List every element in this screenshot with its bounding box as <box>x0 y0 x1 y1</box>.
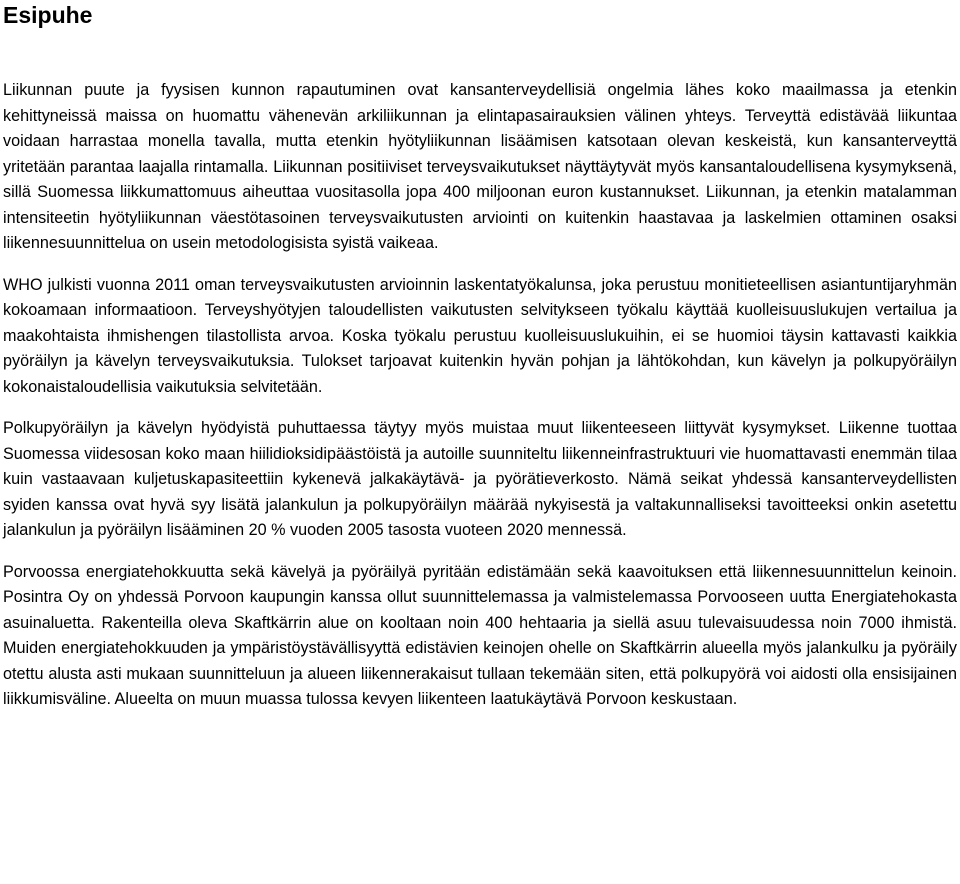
page-title: Esipuhe <box>3 2 93 28</box>
paragraph-3: Polkupyöräilyn ja kävelyn hyödyistä puhuttaessa täytyy myös muistaa muut liikenteeseen liittyvät kysymykset. Liikenne tuottaa Suomessa viidesosan koko maan hiilidioksidipäästöistä ja autoille suunniteltu liikenneinfrastruktuuri vie huomattavasti enemmän tilaa kuin vastaavaan kuljetuskapasiteettiin kykenevä jalkakäytävä- ja pyörätieverkosto. Nämä seikat yhdessä kansanterveydellisten syiden kanssa ovat hyvä syy lisätä jalankulun ja polkupyöräilyn määrää nykyisestä ja valtakunnalliseksi tavoitteeksi onkin asetettu jalankulun ja pyöräilyn lisääminen 20 % vuoden 2005 tasosta vuoteen 2020 mennessä. <box>3 419 957 539</box>
paragraph-4: Porvoossa energiatehokkuutta sekä kävelyä ja pyöräilyä pyritään edistämään sekä kaavoituksen että liikennesuunnittelun keinoin. Posintra Oy on yhdessä Porvoon kaupungin kanssa ollut suunnittelemassa ja valmistelemassa Porvooseen uutta Energiatehokasta asuinaluetta. Rakenteilla oleva Skaftkärrin alue on kooltaan noin 400 hehtaaria ja siellä asuu tulevaisuudessa noin 7000 ihmistä. Muiden energiatehokkuuden ja ympäristöystävällisyyttä edistävien keinojen ohelle on Skaftkärrin alueella myös jalankulku ja pyöräily otettu alusta asti mukaan suunnitteluun ja alueen liikennerakaisut tullaan tekemään siten, että polkupyörä voi aidosti olla ensisijainen liikkumisväline. Alueelta on muun muassa tulossa kevyen liikenteen laatukäytävä Porvoon keskustaan. <box>3 562 957 708</box>
document-page <box>3 0 957 708</box>
paragraph-2: WHO julkisti vuonna 2011 oman terveysvaikutusten arvioinnin laskentatyökalunsa, joka perustuu monitieteellisen asiantuntijaryhmän kokoamaan informaatioon. Terveyshyötyjen taloudellisten vaikutusten selvitykseen työkalu käyttää kuolleisuuslukujen vertailua ja maakohtaista ihmishengen tilastollista arvoa. Koska työkalu perustuu kuolleisuuslukuihin, ei se huomioi täysin kattavasti kaikkia pyöräilyn ja kävelyn terveysvaikutuksia. Tulokset tarjoavat kuitenkin hyvän pohjan ja lähtökohdan, kun kävelyn ja polkupyöräilyn kokonaistaloudellisia vaikutuksia selvitetään. <box>3 275 957 396</box>
paragraph-1: Liikunnan puute ja fyysisen kunnon rapautuminen ovat kansanterveydellisiä ongelmia lähes koko maailmassa ja etenkin kehittyneissä maissa on huomattu vähenevän arkiliikunnan ja elintapasairauksien välinen yhteys. Terveyttä edistävää liikuntaa voidaan harrastaa monella tavalla, mutta etenkin hyötyliikunnan lisäämisen katsotaan olevan keskeistä, kun kansanterveyttä yritetään parantaa laajalla rintamalla. Liikunnan positiiviset terveysvaikutukset näyttäytyvät myös kansantaloudellisena kysymyksenä, sillä Suomessa liikkumattomuus aiheuttaa vuositasolla jopa 400 miljoonan euron kustannukset. Liikunnan, ja etenkin matalamman intensiteetin hyötyliikunnan väestötasoinen terveysvaikutusten arviointi on kuitenkin haastavaa ja laskelmien ottaminen osaksi liikennesuunnittelua on usein metodologisista syistä vaikeaa. <box>3 81 957 252</box>
document-body <box>3 78 957 713</box>
